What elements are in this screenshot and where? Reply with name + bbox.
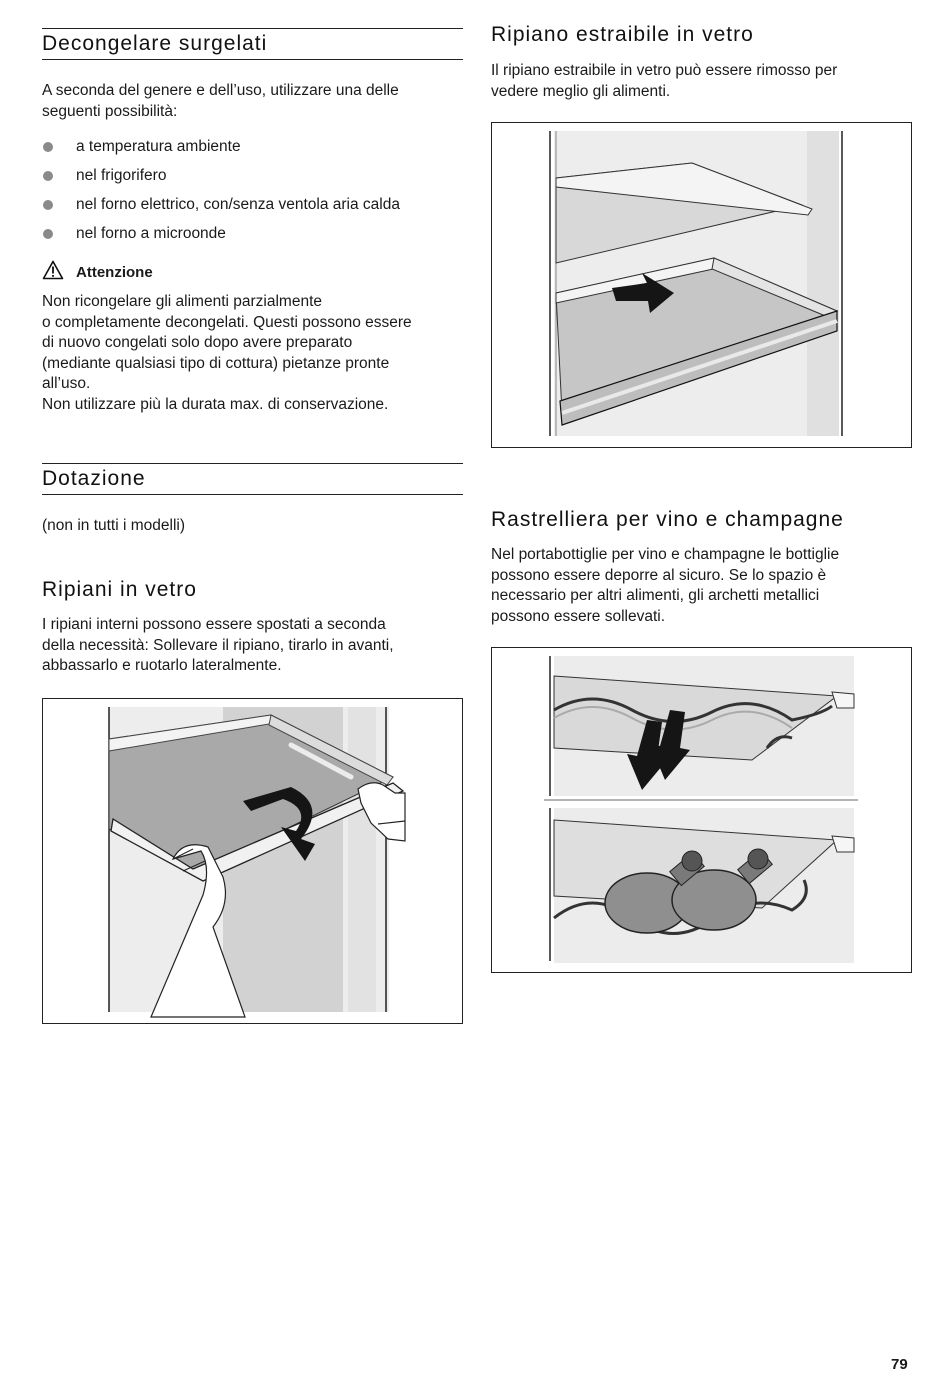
list-item: nel frigorifero — [42, 166, 472, 195]
bullet-dot-icon — [43, 200, 53, 210]
paragraph-line: Il ripiano estraibile in vetro può essere rimosso per — [491, 62, 838, 79]
paragraph-line: vedere meglio gli alimenti. — [491, 82, 671, 100]
section-title: Dotazione — [42, 467, 146, 490]
warning-title: Attenzione — [76, 264, 153, 281]
bullet-dot-icon — [43, 171, 53, 181]
subsection-title-ripiani: Ripiani in vetro — [42, 578, 197, 601]
section-title-ripiano-estraibile: Ripiano estraibile in vetro — [491, 23, 754, 46]
figure-glass-shelf — [42, 698, 463, 1024]
page-number: 79 — [891, 1356, 908, 1373]
section-heading-decongelare — [42, 28, 463, 60]
bullet-dot-icon — [43, 229, 53, 239]
pullout-shelf-illustration — [492, 123, 910, 446]
paragraph-line: abbassarlo e ruotarlo lateralmente. — [42, 657, 282, 674]
paragraph-line: necessario per altri alimenti, gli archetti metallici — [491, 587, 820, 604]
bullet-dot-icon — [43, 142, 53, 152]
intro-line: seguenti possibilità: — [42, 102, 178, 120]
list-item: nel forno elettrico, con/senza ventola aria calda — [42, 195, 472, 224]
thaw-methods-list — [42, 137, 472, 253]
warning-text — [42, 292, 472, 415]
warning-line: Non ricongelare gli alimenti parzialmente — [42, 293, 322, 310]
warning-line: Non utilizzare più la durata max. di conservazione. — [42, 395, 389, 413]
ripiano-estraibile-paragraph — [491, 61, 921, 102]
ripiani-paragraph — [42, 615, 472, 677]
section-heading-dotazione — [42, 463, 463, 495]
rastrelliera-paragraph — [491, 545, 921, 627]
warning-line: di nuovo congelati solo dopo avere preparato — [42, 334, 353, 351]
figure-wine-rack — [491, 647, 912, 973]
section-title-rastrelliera: Rastrelliera per vino e champagne — [491, 508, 844, 531]
intro-line: A seconda del genere e dell’uso, utilizzare una delle — [42, 82, 399, 99]
section-title: Decongelare surgelati — [42, 32, 268, 55]
figure-pullout-shelf — [491, 122, 912, 448]
paragraph-line: I ripiani interni possono essere spostati a seconda — [42, 616, 386, 633]
list-item: a temperatura ambiente — [42, 137, 472, 166]
intro-paragraph — [42, 81, 472, 122]
models-note: (non in tutti i modelli) — [42, 517, 186, 534]
paragraph-line: possono essere sollevati. — [491, 607, 666, 625]
warning-line: (mediante qualsiasi tipo di cottura) pietanze pronte — [42, 354, 390, 372]
glass-shelf-illustration — [43, 699, 461, 1022]
warning-triangle-icon — [42, 260, 64, 280]
wine-rack-illustration — [492, 648, 910, 971]
warning-line: all’uso. — [42, 375, 91, 392]
paragraph-line: possono essere deporre al sicuro. Se lo spazio è — [491, 566, 827, 584]
warning-line: o completamente decongelati. Questi possono essere — [42, 313, 412, 331]
paragraph-line: Nel portabottiglie per vino e champagne le bottiglie — [491, 546, 840, 563]
list-item: nel forno a microonde — [42, 224, 472, 253]
paragraph-line: della necessità: Sollevare il ripiano, tirarlo in avanti, — [42, 636, 394, 654]
